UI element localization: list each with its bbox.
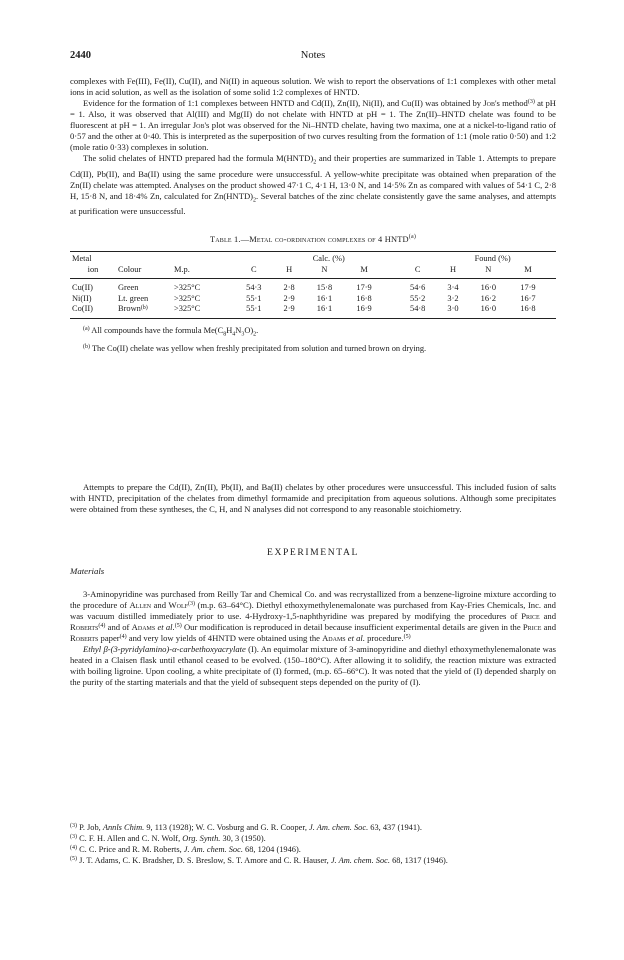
- reference-item: $^{(5)}$ J. T. Adams, C. K. Bradsher, D. S. Breslow, S. T. Amore and C. R. Hauser, J. Am. chem. Soc. 68, 1317 (1946).: [70, 856, 448, 865]
- table-header-row-2: [70, 265, 556, 279]
- footnote-b: $^{(b)}$ The Co(II) chelate was yellow when freshly precipitated from solution and turned brown on drying.: [83, 343, 427, 353]
- table-footnotes: [70, 325, 556, 354]
- reference-item: $^{(3)}$ P. Job, Annls Chim. 9, 113 (1928); W. C. Vosburg and G. R. Cooper, J. Am. chem. Soc. 63, 437 (1941).: [70, 823, 422, 832]
- header-mp: M.p.: [172, 265, 234, 279]
- footnote-a: $^{(a)}$ All compounds have the formula $Me(C_8H_4N_3O)_2$.: [83, 326, 259, 338]
- header-colour: Colour: [116, 265, 172, 279]
- reference-item: $^{(4)}$ C. C. Price and R. M. Roberts, J. Am. chem. Soc. 68, 1204 (1946).: [70, 845, 301, 854]
- table-row: Cu(II) Green >325°C 54·3 2·8 15·8 17·9 54·6 3·4 16·0 17·9: [72, 283, 536, 292]
- header-calc-n: N: [305, 265, 345, 279]
- page-header: [70, 50, 556, 64]
- after-table-paragraph: Attempts to prepare the Cd(II), Zn(II), Pb(II), and Ba(II) chelates by other procedures were unsuccessful. This included fusion of salts with HNTD, precipitation of the chelates from dimethyl formamide and precipitation from aqueous solutions. Although some precipitates were obtained from these syntheses, the C, H, and N analyses did not correspond to any reasonable stoichiometry.: [70, 482, 556, 514]
- materials-subheading: Materials: [70, 566, 105, 576]
- header-found-n: N: [469, 265, 509, 279]
- table-row: Ni(II) Lt. green >325°C 55·1 2·9 16·1 16·8 55·2 3·2 16·2 16·7: [72, 293, 536, 303]
- header-ion: ion: [70, 265, 116, 279]
- header-found-m: M: [508, 265, 548, 279]
- header-metal: Metal: [70, 252, 116, 265]
- table-title: Table 1.—Metal co-ordination complexes of 4 HNTD$^{(a)}$: [209, 234, 417, 244]
- materials-paragraph-2: Ethyl β-(3-pyridylamino)-α-carbethoxyacrylate (I). An equimolar mixture of 3-aminopyridine and diethyl ethoxymethylenemalonate was heated in a Claisen flask until ethanol ceased to be evolved. (150–180°C). After allowing it to solidify, the reaction mixture was extracted with boiling ligroine. Upon cooling, a white precipitate of (I) formed, (m.p. 65–66°C). It was noted that the yield of (I) depended sharply on the purity of the starting materials and that the yield of subsequent steps depended on the purity of (I).: [70, 644, 556, 687]
- page-number: 2440: [70, 50, 91, 61]
- header-found-c: C: [398, 265, 438, 279]
- header-calc: Calc. (%): [274, 252, 384, 265]
- experimental-heading: EXPERIMENTAL: [267, 547, 359, 558]
- materials-section: [70, 589, 556, 688]
- table-header-row-1: [70, 252, 556, 265]
- header-found: Found (%): [437, 252, 547, 265]
- coordination-table: [70, 251, 556, 319]
- intro-paragraph-3: The solid chelates of HNTD prepared had the formula $M(HNTD)_2$ and their properties are summarized in Table 1. Attempts to prepare Cd(II), Pb(II), and Ba(II) using the same procedure were unsuccessful. A yellow-white precipitate was obtained when preparation of the Zn(II) chelate was attempted. Analyses on the product showed 47·1 C, 4·1 H, 13·0 N, and 14·5% Zn as compared with values of 54·1 C, 2·8 H, 15·8 N, and 18·4% Zn, calculated for $Zn(HNTD)_2$. Several batches of the zinc chelate consistently gave the same analyses, and attempts at purification were unsuccessful.: [70, 153, 556, 217]
- materials-paragraph-1: 3-Aminopyridine was purchased from Reilly Tar and Chemical Co. and was recrystallized from a benzene-ligroine mixture according to the procedure of Allen and Wolf$^{(3)}$ (m.p. 63–64°C). Diethyl ethoxymethylenemalonate was purchased from Kay-Fries Chemicals, Inc. and was vacuum distilled immediately prior to use. 4-Hydroxy-1,5-naphthyridine was prepared by modifying the procedures of Price and Roberts$^{(4)}$ and of Adams et al.$^{(5)}$ Our modification is reproduced in detail because insufficient experimental details are given in the Price and Roberts paper$^{(4)}$ and very low yields of 4HNTD were obtained using the Adams et al. procedure.$^{(5)}$: [70, 589, 557, 643]
- header-calc-h: H: [274, 265, 305, 279]
- intro-paragraph-2: Evidence for the formation of 1:1 complexes between HNTD and Cd(II), Zn(II), Ni(II), and Cu(II) was obtained by Job's method$^{(3)}$ at pH = 1. Also, it was observed that Al(III) and Mg(II) do not chelate with HNTD at pH = 1. The Zn(II)–HNTD chelate was found to be fluorescent at pH = 1. An irregular Job's plot was observed for the Ni–HNTD chelate, having two maxima, one at a nickel-to-ligand ratio of 0·57 and the other at 0·40. This is interpreted as the superposition of two curves resulting from the formation of 1:1 (mole ratio 0·50) and 1:2 (mole ratio 0·33) complexes in solution.: [70, 98, 556, 152]
- references: [70, 822, 556, 866]
- table-row: Co(II) Brown$^{(b)}$ >325°C 55·1 2·9 16·1 16·9 54·8 3·0 16·0 16·8: [70, 304, 556, 318]
- header-calc-c: C: [234, 265, 274, 279]
- intro-section: [70, 76, 556, 217]
- reference-item: $^{(3)}$ C. F. H. Allen and C. N. Wolf, Org. Synth. 30, 3 (1950).: [70, 834, 266, 843]
- running-title: Notes: [300, 50, 326, 61]
- header-calc-m: M: [344, 265, 384, 279]
- header-found-h: H: [437, 265, 468, 279]
- intro-paragraph-1: complexes with Fe(III), Fe(II), Cu(II), and Ni(II) in aqueous solution. We wish to report the observations of 1:1 complexes with other metal ions in acid solution, as well as the isolation of some solid 1:2 complexes of HNTD.: [70, 76, 556, 97]
